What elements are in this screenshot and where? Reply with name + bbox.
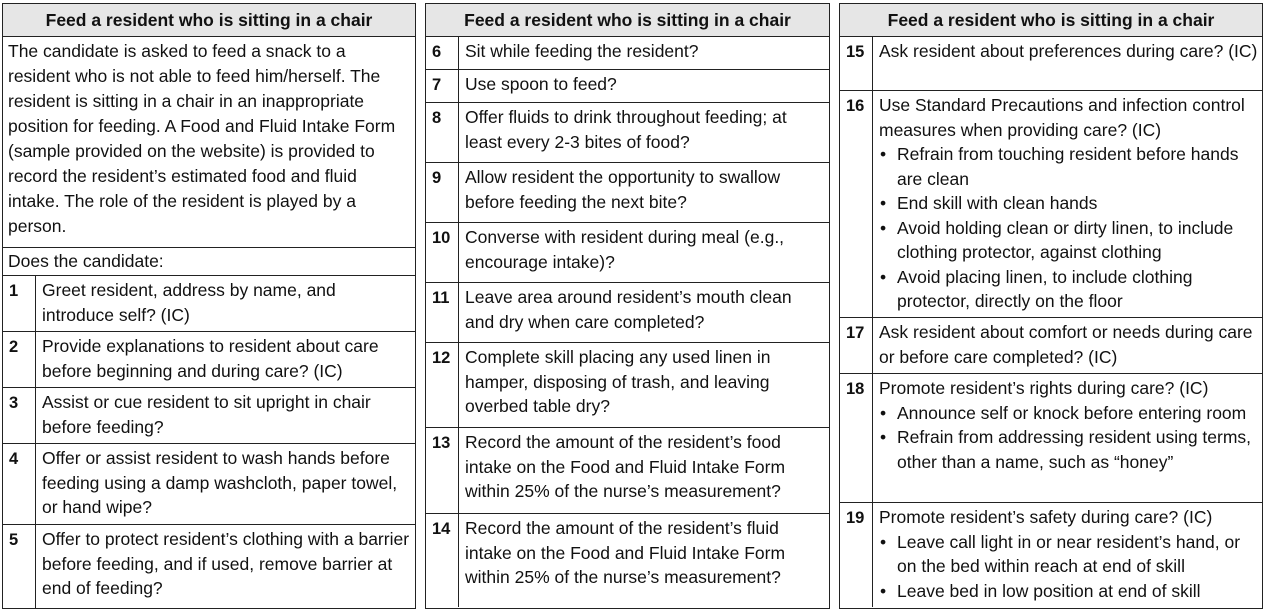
- panel-header: Feed a resident who is sitting in a chair: [840, 4, 1262, 37]
- step-number: 11: [426, 283, 459, 342]
- step-number: 17: [840, 318, 873, 373]
- step-row: [426, 343, 829, 428]
- step-text: Record the amount of the resident’s fluid intake on the Food and Fluid Intake Form within 25% of the nurse’s measurement?: [465, 518, 786, 587]
- step-text: Use Standard Precautions and infection control measures when providing care? (IC): [879, 95, 1245, 140]
- step-row: [3, 525, 415, 608]
- step-row: [840, 91, 1262, 318]
- step-text: Record the amount of the resident’s food intake on the Food and Fluid Intake Form within 25% of the nurse’s measurement?: [465, 432, 786, 501]
- step-text: Offer or assist resident to wash hands before feeding using a damp washcloth, paper towel, or hand wipe?: [42, 448, 398, 517]
- step-number: 14: [426, 514, 459, 607]
- step-row: [840, 37, 1262, 91]
- step-bullets: [879, 401, 1258, 475]
- step-text: Ask resident about preferences during care? (IC): [879, 41, 1258, 61]
- bullet-item: • Leave bed in low position at end of skill: [879, 579, 1258, 604]
- step-text: Use spoon to feed?: [465, 74, 617, 94]
- step-row: [3, 332, 415, 388]
- step-text: Complete skill placing any used linen in hamper, disposing of trash, and leaving overbed table dry?: [465, 347, 771, 416]
- step-number: 10: [426, 223, 459, 282]
- step-number: 18: [840, 374, 873, 502]
- step-number: 3: [3, 388, 36, 443]
- step-number: 2: [3, 332, 36, 387]
- step-row: [3, 388, 415, 444]
- bullet-item: • Avoid holding clean or dirty linen, to include clothing protector, against clothing: [879, 216, 1258, 265]
- step-number: 6: [426, 37, 459, 69]
- step-number: 9: [426, 163, 459, 222]
- step-row: [426, 283, 829, 343]
- step-number: 19: [840, 503, 873, 607]
- step-text: Sit while feeding the resident?: [465, 41, 699, 61]
- step-row: [426, 223, 829, 283]
- step-row: [840, 374, 1262, 503]
- candidate-prompt: Does the candidate:: [3, 248, 415, 276]
- step-bullets: [879, 142, 1258, 314]
- step-row: [840, 318, 1262, 374]
- step-text: Offer to protect resident’s clothing with a barrier before feeding, and if used, remove barrier at end of feeding?: [42, 529, 410, 598]
- checklist-panel-2: [425, 3, 830, 609]
- step-text: Assist or cue resident to sit upright in chair before feeding?: [42, 392, 371, 437]
- step-number: 7: [426, 70, 459, 102]
- step-row: [3, 276, 415, 332]
- step-text: Greet resident, address by name, and introduce self? (IC): [42, 280, 336, 325]
- step-number: 1: [3, 276, 36, 331]
- bullet-item: • Announce self or knock before entering room: [879, 401, 1258, 426]
- panel-header: Feed a resident who is sitting in a chair: [3, 4, 415, 37]
- step-row: [426, 428, 829, 514]
- step-text: Provide explanations to resident about care before beginning and during care? (IC): [42, 336, 379, 381]
- step-text: Allow resident the opportunity to swallow before feeding the next bite?: [465, 167, 781, 212]
- checklist-panel-3: [839, 3, 1263, 609]
- step-number: 8: [426, 103, 459, 162]
- step-number: 13: [426, 428, 459, 513]
- scenario-description: The candidate is asked to feed a snack to a resident who is not able to feed him/herself. The resident is sitting in a chair in an inappropriate position for feeding. A Food and Fluid Intake Form (sample provided on the website) is provided to record the resident’s estimated food and fluid intake. The role of the resident is played by a person.: [3, 37, 415, 248]
- step-row: [426, 163, 829, 223]
- step-text: Promote resident’s safety during care? (IC): [879, 507, 1213, 527]
- step-text: Leave area around resident’s mouth clean and dry when care completed?: [465, 287, 792, 332]
- step-row: [426, 103, 829, 163]
- step-row: [3, 444, 415, 525]
- step-row: [426, 514, 829, 607]
- step-number: 5: [3, 525, 36, 608]
- bullet-item: • End skill with clean hands: [879, 191, 1258, 216]
- step-bullets: [879, 530, 1258, 604]
- step-row: [840, 503, 1262, 607]
- panel-header: Feed a resident who is sitting in a chair: [426, 4, 829, 37]
- step-number: 4: [3, 444, 36, 524]
- bullet-item: • Refrain from touching resident before hands are clean: [879, 142, 1258, 191]
- step-text: Offer fluids to drink throughout feeding; at least every 2-3 bites of food?: [465, 107, 787, 152]
- step-number: 12: [426, 343, 459, 427]
- step-number: 16: [840, 91, 873, 317]
- step-row: [426, 37, 829, 70]
- checklist-panel-1: [2, 3, 416, 609]
- step-text: Promote resident’s rights during care? (IC): [879, 378, 1209, 398]
- bullet-item: • Avoid placing linen, to include clothing protector, directly on the floor: [879, 265, 1258, 314]
- step-text: Converse with resident during meal (e.g., encourage intake)?: [465, 227, 785, 272]
- step-text: Ask resident about comfort or needs during care or before care completed? (IC): [879, 322, 1253, 367]
- bullet-item: • Refrain from addressing resident using terms, other than a name, such as “honey”: [879, 425, 1258, 474]
- step-row: [426, 70, 829, 103]
- bullet-item: • Leave call light in or near resident’s hand, or on the bed within reach at end of skill: [879, 530, 1258, 579]
- step-number: 15: [840, 37, 873, 90]
